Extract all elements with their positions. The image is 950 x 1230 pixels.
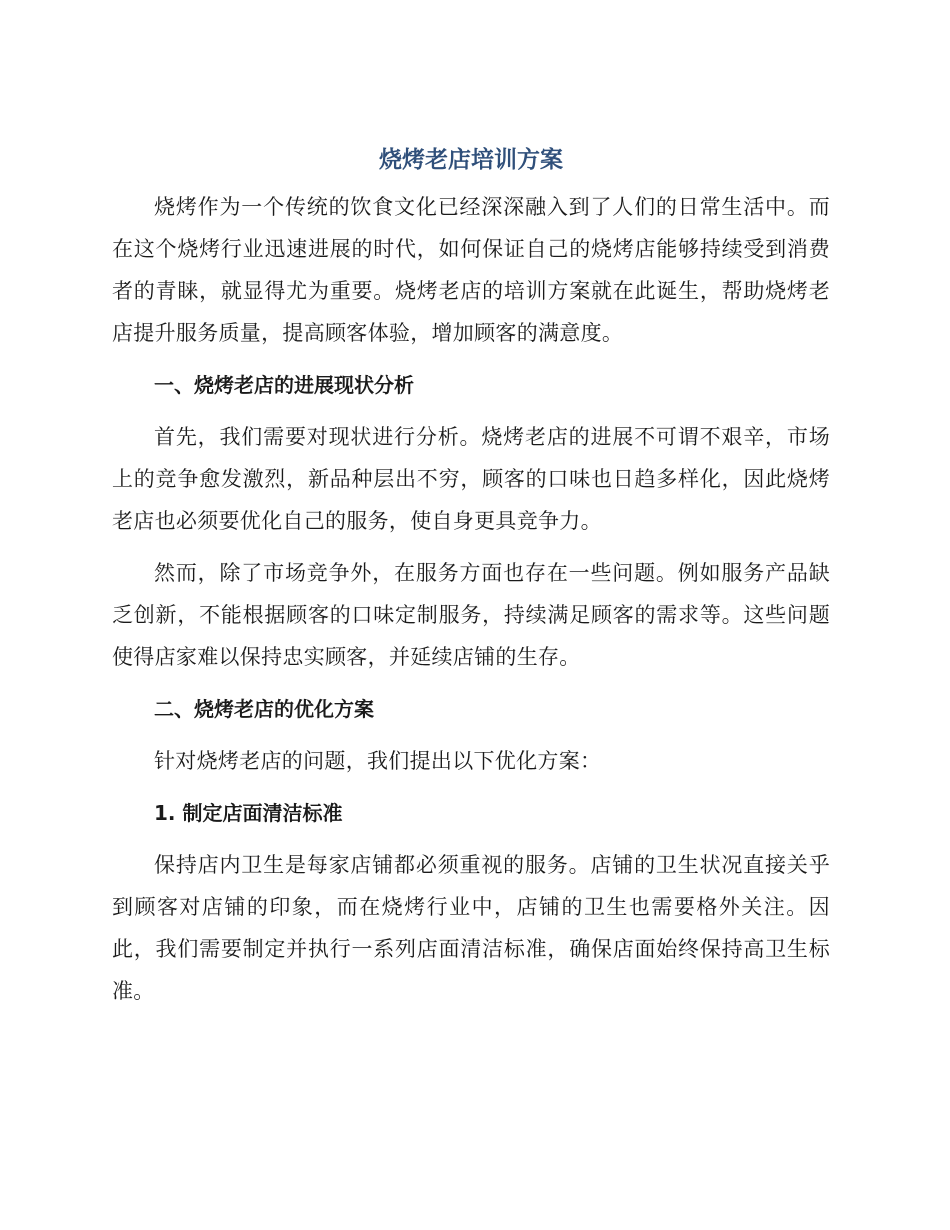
section-2-heading: 二、烧烤老店的优化方案	[154, 697, 374, 721]
document-page	[112, 138, 830, 1012]
section-1-paragraph-1: 首先，我们需要对现状进行分析。烧烤老店的进展不可谓不艰辛，市场上的竞争愈发激烈，新品种层出不穷，顾客的口味也日趋多样化，因此烧烤老店也必须要优化自己的服务，使自身更具竞争力。	[112, 425, 830, 533]
section-1-heading: 一、烧烤老店的进展现状分析	[154, 373, 414, 397]
section-2-paragraph-1: 针对烧烤老店的问题，我们提出以下优化方案：	[154, 749, 602, 773]
subsection-1-heading: 1. 制定店面清洁标准	[154, 801, 343, 825]
document-title: 烧烤老店培训方案	[379, 147, 563, 173]
section-1-paragraph-2: 然而，除了市场竞争外，在服务方面也存在一些问题。例如服务产品缺乏创新，不能根据顾客的口味定制服务，持续满足顾客的需求等。这些问题使得店家难以保持忠实顾客，并延续店铺的生存。	[112, 561, 830, 669]
intro-paragraph: 烧烤作为一个传统的饮食文化已经深深融入到了人们的日常生活中。而在这个烧烤行业迅速进展的时代，如何保证自己的烧烤店能够持续受到消费者的青睐，就显得尤为重要。烧烤老店的培训方案就在此诞生，帮助烧烤老店提升服务质量，提高顾客体验，增加顾客的满意度。	[112, 195, 830, 345]
subsection-1-paragraph: 保持店内卫生是每家店铺都必须重视的服务。店铺的卫生状况直接关乎到顾客对店铺的印象，而在烧烤行业中，店铺的卫生也需要格外关注。因此，我们需要制定并执行一系列店面清洁标准，确保店面始终保持高卫生标准。	[112, 853, 830, 1003]
